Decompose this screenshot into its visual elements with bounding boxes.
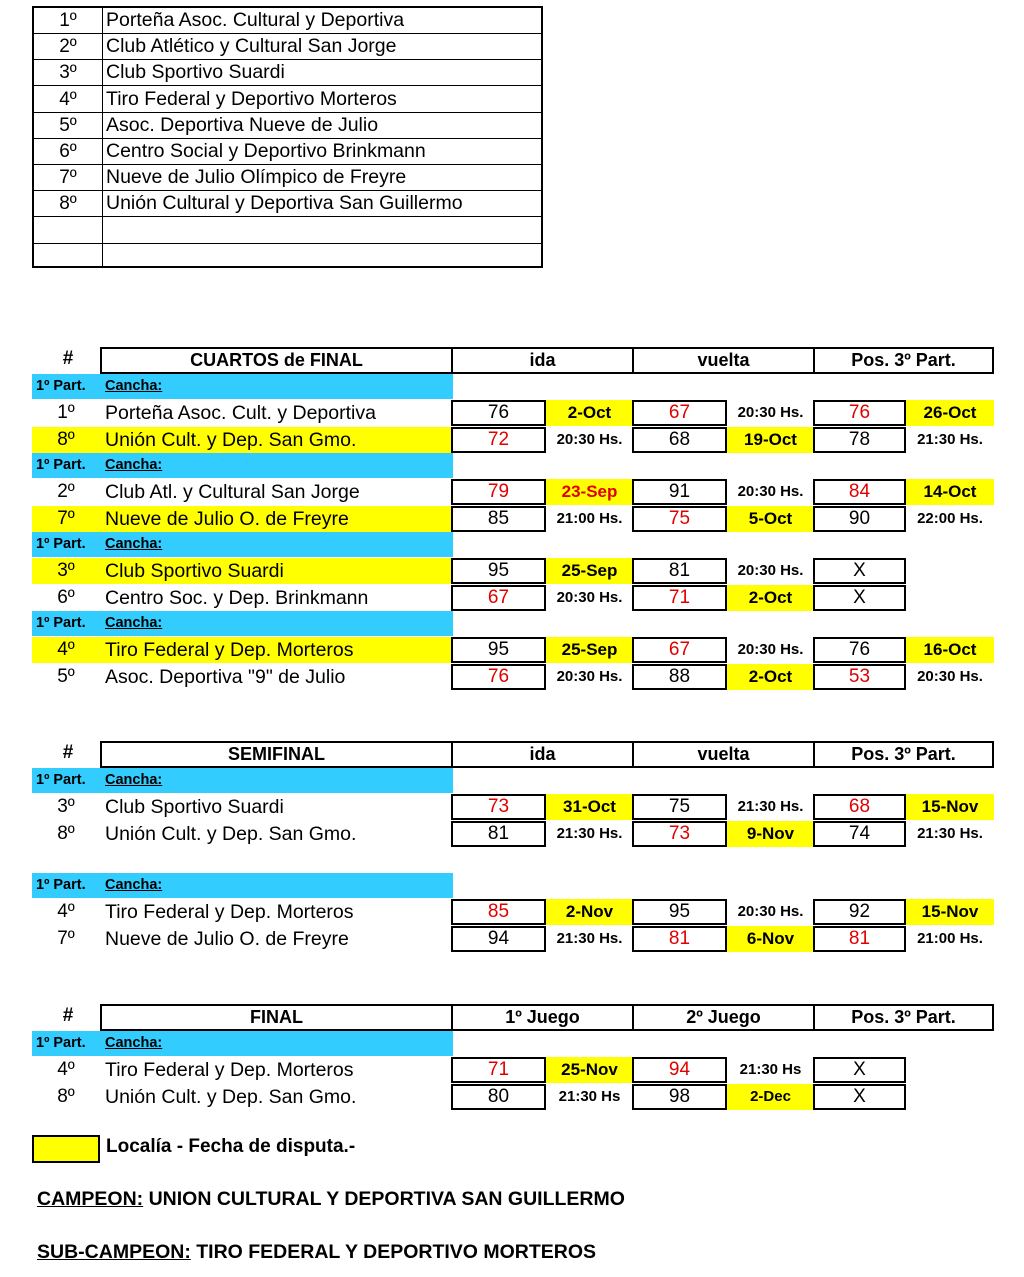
cancha-label: Cancha:: [105, 772, 163, 788]
ida-score: 95: [451, 637, 546, 663]
vuelta-score: 98: [632, 1084, 727, 1110]
vuelta-score: 88: [632, 664, 727, 690]
partido-bar: [32, 611, 453, 636]
vuelta-date: 2-Oct: [727, 664, 814, 690]
vuelta-time: 20:30 Hs.: [737, 562, 804, 579]
standings-row: [34, 191, 541, 217]
pos3-score: 78: [813, 427, 906, 453]
ida-date: 2-Oct: [546, 400, 633, 426]
team-name: Nueve de Julio O. de Freyre: [105, 927, 349, 950]
partido-label: 1º Part.: [36, 772, 86, 788]
team-position: 8º: [57, 822, 75, 844]
col-header-2: 2º Juego: [632, 1004, 815, 1031]
pos3-date: 15-Nov: [906, 899, 994, 925]
ida-time: 21:00 Hs.: [556, 509, 623, 527]
subchampion-line: [37, 1241, 596, 1264]
vuelta-score: 71: [632, 585, 727, 611]
pos3-score: 81: [813, 926, 906, 952]
col-header-3: Pos. 3º Part.: [813, 741, 994, 768]
team-position: 4º: [57, 901, 75, 922]
standings-team: [106, 218, 541, 243]
standings-position: 5º: [59, 114, 77, 136]
team-position: 3º: [57, 796, 75, 817]
partido-bar: [32, 374, 453, 399]
ida-time: 20:30 Hs.: [556, 430, 623, 448]
legend-text: Localía - Fecha de disputa.-: [106, 1136, 356, 1157]
champion-label: CAMPEON:: [37, 1188, 144, 1210]
team-position: 4º: [57, 1059, 75, 1080]
ida-score: 95: [451, 558, 546, 584]
standings-row: [34, 34, 541, 60]
pos3-score: 74: [813, 821, 906, 847]
vuelta-time: 20:30 Hs.: [737, 903, 804, 920]
subchampion-value: TIRO FEDERAL Y DEPORTIVO MORTEROS: [190, 1241, 597, 1263]
col-header-3: Pos. 3º Part.: [813, 1004, 994, 1031]
partido-bar: [32, 873, 453, 898]
cancha-label: Cancha:: [105, 378, 163, 394]
standings-row: [34, 113, 541, 139]
ida-score: 80: [451, 1084, 546, 1110]
team-name: Unión Cult. y Dep. San Gmo.: [105, 1085, 357, 1108]
standings-row: [34, 165, 541, 191]
pos3-score: X: [813, 585, 906, 611]
pos3-score: 68: [813, 794, 906, 820]
team-name: Tiro Federal y Dep. Morteros: [105, 1059, 354, 1081]
cancha-label: Cancha:: [105, 877, 163, 893]
vuelta-score: 95: [632, 899, 727, 925]
team-name: Unión Cult. y Dep. San Gmo.: [105, 822, 357, 845]
vuelta-date: 19-Oct: [727, 427, 814, 453]
ida-date: 23-Sep: [546, 479, 633, 505]
ida-date: 25-Sep: [546, 637, 633, 663]
partido-label: 1º Part.: [36, 615, 86, 631]
vuelta-time: 21:30 Hs.: [737, 798, 804, 815]
ida-time: 20:30 Hs.: [556, 667, 623, 685]
standings-team: Club Sportivo Suardi: [106, 61, 285, 84]
pos3-score: 84: [813, 479, 906, 505]
standings-position: 8º: [59, 193, 77, 215]
team-name: Unión Cult. y Dep. San Gmo.: [105, 428, 357, 451]
champion-value: UNION CULTURAL Y DEPORTIVA SAN GUILLERMO: [143, 1188, 625, 1210]
standings-team: Asoc. Deportiva Nueve de Julio: [106, 113, 379, 136]
team-name: Tiro Federal y Dep. Morteros: [105, 639, 354, 661]
subchampion-label: SUB-CAMPEON:: [37, 1241, 191, 1263]
partido-label: 1º Part.: [36, 378, 86, 394]
col-header-1: 1º Juego: [451, 1004, 634, 1031]
partido-bar: [32, 1031, 453, 1056]
standings-row: [34, 218, 541, 244]
ida-score: 67: [451, 585, 546, 611]
standings-row: [34, 60, 541, 86]
standings-team: Porteña Asoc. Cultural y Deportiva: [106, 9, 405, 31]
team-name: Tiro Federal y Dep. Morteros: [105, 901, 354, 923]
team-position: 7º: [57, 927, 75, 949]
vuelta-time: 20:30 Hs.: [737, 483, 804, 500]
standings-team: Unión Cultural y Deportiva San Guillermo: [106, 192, 463, 215]
standings-team: Centro Social y Deportivo Brinkmann: [106, 140, 426, 162]
ida-score: 71: [451, 1057, 546, 1083]
standings-team: Tiro Federal y Deportivo Morteros: [106, 87, 397, 110]
vuelta-time: 21:30 Hs: [739, 1061, 802, 1078]
vuelta-score: 68: [632, 427, 727, 453]
team-position: 8º: [57, 428, 75, 450]
vuelta-score: 94: [632, 1057, 727, 1083]
pos3-time: 21:30 Hs.: [917, 824, 983, 842]
col-header-3: Pos. 3º Part.: [813, 347, 994, 374]
partido-label: 1º Part.: [36, 877, 86, 893]
ida-date: 25-Nov: [546, 1057, 633, 1083]
ida-score: 85: [451, 899, 546, 925]
ida-date: 25-Sep: [546, 558, 633, 584]
col-header-2: vuelta: [632, 347, 815, 374]
team-name: Centro Soc. y Dep. Brinkmann: [105, 586, 369, 609]
ida-score: 85: [451, 506, 546, 532]
standings-row: [34, 8, 541, 34]
standings-position: 3º: [59, 62, 77, 84]
pos3-score: X: [813, 1084, 906, 1110]
standings-position: [34, 244, 102, 270]
vuelta-score: 91: [632, 479, 727, 505]
team-position: 7º: [57, 507, 75, 529]
vuelta-date: 2-Oct: [727, 585, 814, 611]
col-header-2: vuelta: [632, 741, 815, 768]
ida-time: 21:30 Hs.: [556, 929, 623, 947]
standings-row: [34, 87, 541, 113]
pos3-date: 14-Oct: [906, 479, 994, 505]
pos3-time: 21:30 Hs.: [917, 430, 983, 448]
cancha-label: Cancha:: [105, 615, 163, 631]
pos3-score: X: [813, 558, 906, 584]
pos3-score: 92: [813, 899, 906, 925]
ida-score: 79: [451, 479, 546, 505]
vuelta-date: 9-Nov: [727, 821, 814, 847]
vuelta-score: 75: [632, 794, 727, 820]
pos3-score: 90: [813, 506, 906, 532]
ida-score: 73: [451, 794, 546, 820]
ida-time: 20:30 Hs.: [556, 588, 623, 606]
ida-date: 31-Oct: [546, 794, 633, 820]
partido-label: 1º Part.: [36, 1035, 86, 1051]
section-title: CUARTOS de FINAL: [100, 347, 453, 374]
team-position: 5º: [57, 665, 75, 687]
vuelta-score: 81: [632, 926, 727, 952]
vuelta-date: 2-Dec: [727, 1084, 814, 1110]
team-name: Club Atl. y Cultural San Jorge: [105, 481, 360, 503]
hash-header: #: [62, 742, 74, 763]
standings-row: [34, 244, 541, 270]
ida-time: 21:30 Hs: [558, 1087, 621, 1105]
team-position: 1º: [57, 402, 75, 423]
standings-position: 4º: [59, 88, 77, 110]
vuelta-date: 5-Oct: [727, 506, 814, 532]
ida-score: 81: [451, 821, 546, 847]
partido-bar: [32, 768, 453, 793]
pos3-score: 53: [813, 664, 906, 690]
vuelta-score: 81: [632, 558, 727, 584]
vuelta-date: 6-Nov: [727, 926, 814, 952]
ida-date: 2-Nov: [546, 899, 633, 925]
team-name: Nueve de Julio O. de Freyre: [105, 507, 349, 530]
pos3-score: 76: [813, 400, 906, 426]
ida-score: 94: [451, 926, 546, 952]
partido-bar: [32, 453, 453, 478]
partido-bar: [32, 532, 453, 557]
team-position: 4º: [57, 639, 75, 660]
team-name: Asoc. Deportiva "9" de Julio: [105, 665, 346, 688]
section-title: FINAL: [100, 1004, 453, 1031]
legend-swatch: [32, 1135, 100, 1163]
pos3-time: 20:30 Hs.: [917, 667, 983, 685]
pos3-date: 26-Oct: [906, 400, 994, 426]
vuelta-time: 20:30 Hs.: [737, 641, 804, 658]
pos3-date: 15-Nov: [906, 794, 994, 820]
standings-position: 2º: [59, 36, 77, 58]
partido-label: 1º Part.: [36, 457, 86, 473]
section-title: SEMIFINAL: [100, 741, 453, 768]
standings-row: [34, 139, 541, 165]
standings-position: 1º: [59, 10, 77, 31]
team-name: Club Sportivo Suardi: [105, 796, 284, 818]
vuelta-score: 67: [632, 400, 727, 426]
hash-header: #: [62, 348, 74, 369]
vuelta-score: 73: [632, 821, 727, 847]
col-header-1: ida: [451, 741, 634, 768]
cancha-label: Cancha:: [105, 457, 163, 473]
standings-position: [34, 218, 102, 243]
team-name: Club Sportivo Suardi: [105, 560, 284, 582]
ida-score: 76: [451, 664, 546, 690]
ida-time: 21:30 Hs.: [556, 824, 623, 842]
champion-line: [37, 1188, 625, 1211]
col-header-1: ida: [451, 347, 634, 374]
partido-label: 1º Part.: [36, 536, 86, 552]
standings-team: [106, 244, 541, 270]
team-name: Porteña Asoc. Cult. y Deportiva: [105, 402, 376, 424]
team-position: 8º: [57, 1085, 75, 1107]
ida-score: 72: [451, 427, 546, 453]
cancha-label: Cancha:: [105, 1035, 163, 1051]
standings-team: Club Atlético y Cultural San Jorge: [106, 35, 397, 58]
pos3-score: X: [813, 1057, 906, 1083]
vuelta-score: 67: [632, 637, 727, 663]
hash-header: #: [62, 1005, 74, 1026]
pos3-score: 76: [813, 637, 906, 663]
ida-score: 76: [451, 400, 546, 426]
vuelta-score: 75: [632, 506, 727, 532]
standings-team: Nueve de Julio Olímpico de Freyre: [106, 166, 407, 189]
team-position: 2º: [57, 481, 75, 502]
pos3-time: 21:00 Hs.: [917, 929, 983, 947]
team-position: 3º: [57, 560, 75, 581]
standings-position: 6º: [59, 141, 77, 162]
cancha-label: Cancha:: [105, 536, 163, 552]
team-position: 6º: [57, 586, 75, 608]
standings-table: [32, 6, 543, 268]
standings-position: 7º: [59, 167, 77, 189]
pos3-date: 16-Oct: [906, 637, 994, 663]
pos3-time: 22:00 Hs.: [917, 509, 983, 527]
vuelta-time: 20:30 Hs.: [737, 404, 804, 421]
